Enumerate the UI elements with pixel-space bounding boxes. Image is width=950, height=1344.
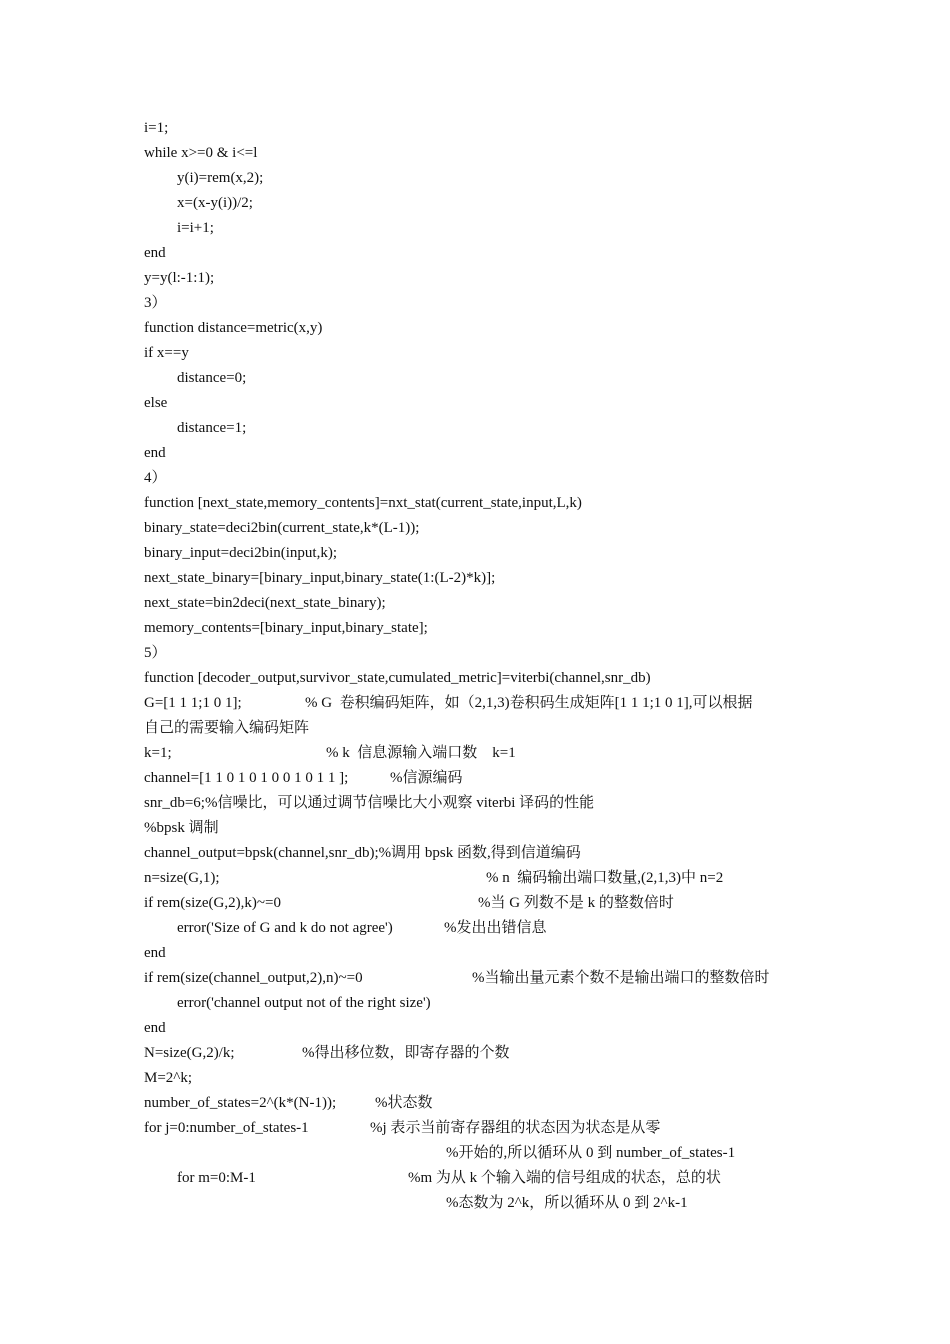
code-comment: %j 表示当前寄存器组的状态因为状态是从零 (370, 1120, 661, 1136)
code-line: number_of_states=2^(k*(N-1)); (144, 1095, 337, 1111)
code-line: binary_input=deci2bin(input,k); (144, 545, 338, 561)
code-line: function [next_state,memory_contents]=nxt_stat(current_state,input,L,k) (144, 495, 582, 511)
code-line: y(i)=rem(x,2); (177, 170, 264, 186)
section-number: 3） (144, 295, 167, 311)
code-line: G=[1 1 1;1 0 1]; (144, 695, 242, 711)
code-line: function [decoder_output,survivor_state,cumulated_metric]=viterbi(channel,snr_db) (144, 670, 651, 686)
code-line: distance=1; (177, 420, 247, 436)
section-number: 5） (144, 645, 167, 661)
code-line: error('channel output not of the right size') (177, 995, 431, 1011)
code-line: error('Size of G and k do not agree') (177, 920, 393, 936)
code-comment: %状态数 (375, 1095, 433, 1111)
code-line: M=2^k; (144, 1070, 193, 1086)
code-line: for m=0:M-1 (177, 1170, 256, 1186)
code-line: while x>=0 & i<=l (144, 145, 258, 161)
code-line: end (144, 1020, 166, 1036)
code-line: snr_db=6;%信噪比，可以通过调节信噪比大小观察 viterbi 译码的性能 (144, 795, 595, 811)
code-line: distance=0; (177, 370, 247, 386)
code-line: end (144, 245, 166, 261)
code-line: end (144, 945, 166, 961)
code-line: function distance=metric(x,y) (144, 320, 323, 336)
code-line: else (144, 395, 168, 411)
section-number: 4） (144, 470, 167, 486)
code-line: i=1; (144, 120, 169, 136)
code-line: memory_contents=[binary_input,binary_state]; (144, 620, 428, 636)
code-line: binary_state=deci2bin(current_state,k*(L-1)); (144, 520, 420, 536)
code-comment: %态数为 2^k，所以循环从 0 到 2^k-1 (446, 1195, 688, 1211)
code-comment: %当输出量元素个数不是输出端口的整数倍时 (472, 970, 770, 986)
code-line: n=size(G,1); (144, 870, 220, 886)
code-line: next_state=bin2deci(next_state_binary); (144, 595, 386, 611)
code-line: x=(x-y(i))/2; (177, 195, 253, 211)
code-comment: % k 信息源输入端口数 k=1 (326, 745, 516, 761)
code-comment: %当 G 列数不是 k 的整数倍时 (478, 895, 674, 911)
code-comment: %信源编码 (390, 770, 463, 786)
code-line: N=size(G,2)/k; (144, 1045, 235, 1061)
code-comment: %bpsk 调制 (144, 820, 219, 836)
code-comment: 自己的需要输入编码矩阵 (144, 720, 310, 736)
code-line: y=y(l:-1:1); (144, 270, 215, 286)
code-line: if rem(size(channel_output,2),n)~=0 (144, 970, 363, 986)
code-comment: % n 编码输出端口数量,(2,1,3)中 n=2 (486, 870, 724, 886)
code-comment: %开始的,所以循环从 0 到 number_of_states-1 (446, 1145, 736, 1161)
code-line: k=1; (144, 745, 172, 761)
code-line: end (144, 445, 166, 461)
code-line: for j=0:number_of_states-1 (144, 1120, 309, 1136)
code-line: channel=[1 1 0 1 0 1 0 0 1 0 1 1 ]; (144, 770, 349, 786)
code-line: i=i+1; (177, 220, 214, 236)
code-line: next_state_binary=[binary_input,binary_state(1:(L-2)*k)]; (144, 570, 496, 586)
code-line: if x==y (144, 345, 189, 361)
code-comment: %m 为从 k 个输入端的信号组成的状态，总的状 (408, 1170, 721, 1186)
code-line: channel_output=bpsk(channel,snr_db);%调用 bpsk 函数,得到信道编码 (144, 845, 581, 861)
code-comment: % G 卷积编码矩阵，如（2,1,3)卷积码生成矩阵[1 1 1;1 0 1],可以根据 (305, 695, 753, 711)
code-line: if rem(size(G,2),k)~=0 (144, 895, 281, 911)
code-comment: %发出出错信息 (444, 920, 547, 936)
code-comment: %得出移位数，即寄存器的个数 (302, 1045, 510, 1061)
